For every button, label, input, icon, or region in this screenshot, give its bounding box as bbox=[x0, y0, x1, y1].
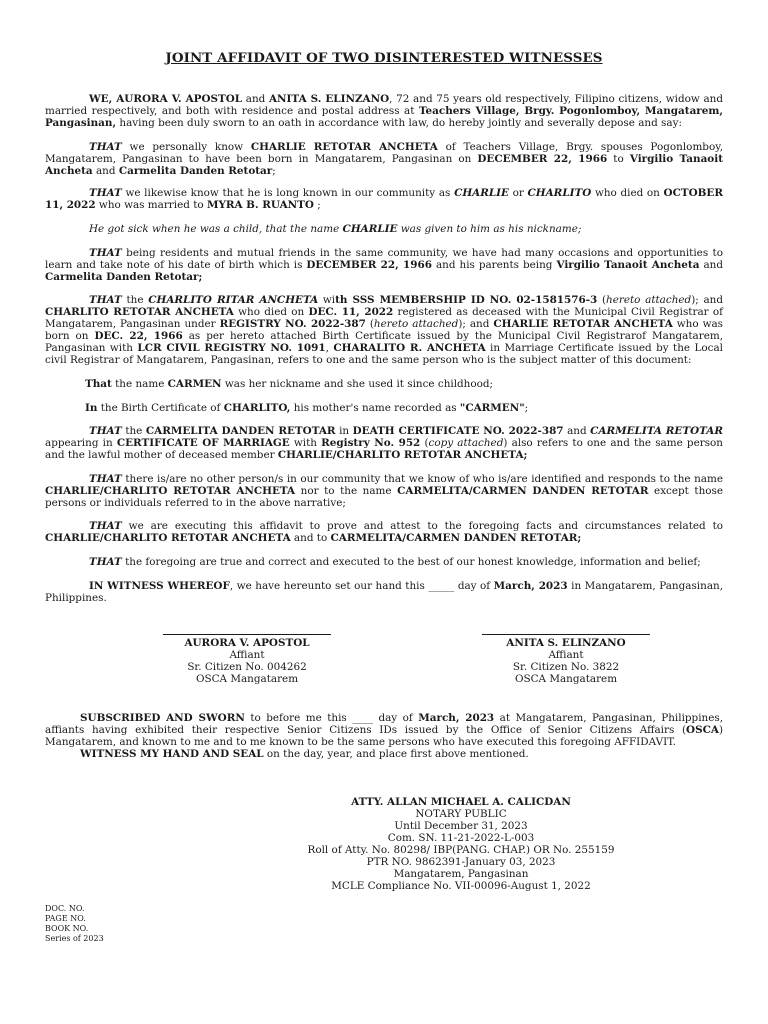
notary-line: Roll of Atty. No. 80298/ IBP(PANG. CHAP.) OR No. 255159 bbox=[307, 844, 615, 856]
notary-line: NOTARY PUBLIC bbox=[415, 808, 507, 820]
paragraph-10: THAT we are executing this affidavit to prove and attest to the foregoing facts and circumstances related to CHARLIE/CHARLITO RETOTAR ANCHETA and to CARMELITA/CARMEN DANDEN RETOTAR; bbox=[45, 520, 723, 544]
intro-paragraph: WE, AURORA V. APOSTOL and ANITA S. ELINZANO, 72 and 75 years old respectively, Filipino citizens, widow and married respectively, and both with residence and postal address at Teachers Village, Brgy. Pogonlomboy, Mangatarem, Pangasinan, having been duly sworn to an oath in accordance with law, do hereby jointly and severally depose and say: bbox=[45, 93, 723, 129]
paragraph-4: THAT being residents and mutual friends in the same community, we have had many occasions and opportunities to learn and take note of his date of birth which is DECEMBER 22, 1966 and his parents being Virgilio Tanaoit Ancheta and Carmelita Danden Retotar; bbox=[45, 247, 723, 283]
affiant-name: ANITA S. ELINZANO bbox=[506, 637, 626, 649]
affiant-role: Affiant bbox=[229, 649, 265, 661]
paragraph-8: THAT the CARMELITA DANDEN RETOTAR in DEATH CERTIFICATE NO. 2022-387 and CARMELITA RETOTAR appearing in CERTIFICATE OF MARRIAGE with Registry No. 952 (copy attached) also refers to one and the same person and the lawful mother of deceased member CHARLIE/CHARLITO RETOTAR ANCHETA; bbox=[45, 425, 723, 461]
document-register-info bbox=[45, 904, 104, 944]
paragraph-11: THAT the foregoing are true and correct and executed to the best of our honest knowledge, information and belief; bbox=[89, 556, 701, 568]
signature-line bbox=[482, 634, 650, 635]
paragraph-6: That the name CARMEN was her nickname and she used it since childhood; bbox=[85, 378, 494, 390]
affiant-role: Affiant bbox=[548, 649, 584, 661]
notary-name: ATTY. ALLAN MICHAEL A. CALICDAN bbox=[351, 796, 571, 808]
notary-line: Until December 31, 2023 bbox=[394, 820, 528, 832]
witness-whereof-paragraph: IN WITNESS WHEREOF, we have hereunto set our hand this _____ day of March, 2023 in Mangatarem, Pangasinan, Philippines. bbox=[45, 580, 724, 604]
notary-line: PTR NO. 9862391-January 03, 2023 bbox=[366, 856, 556, 868]
paragraph-2: THAT we likewise know that he is long known in our community as CHARLIE or CHARLITO who died on OCTOBER 11, 2022 who was married to MYRA B. RUANTO ; bbox=[45, 187, 723, 211]
paragraph-5: THAT the CHARLITO RITAR ANCHETA with SSS MEMBERSHIP ID NO. 02-1581576-3 (hereto attached); and CHARLITO RETOTAR ANCHETA who died on DEC. 11, 2022 registered as deceased with the Municipal Civil Registrar of Mangatarem, Pangasinan under REGISTRY NO. 2022-387 (hereto attached); and CHARLIE RETOTAR ANCHETA who was born on DEC. 22, 1966 as per hereto attached Birth Certificate issued by the Municipal Civil Registrarof Mangatarem, Pangasinan with LCR CIVIL REGISTRY NO. 1091, CHARALITO R. ANCHETA in Marriage Certificate issued by the Local civil Registrar of Mangatarem, Pangasinan, refers to one and the same person who is the subject matter of this document: bbox=[45, 294, 724, 366]
notary-line: Mangatarem, Pangasinan bbox=[393, 868, 529, 880]
paragraph-9: THAT there is/are no other person/s in our community that we know of who is/are identified and responds to the name CHARLIE/CHARLITO RETOTAR ANCHETA nor to the name CARMELITA/CARMEN DANDEN RETOTAR except those persons or individuals referred to in the above narrative; bbox=[45, 473, 724, 509]
notary-line: MCLE Compliance No. VII-00096-August 1, 2022 bbox=[331, 880, 591, 892]
jurat-paragraph: SUBSCRIBED AND SWORN to before me this ____ day of March, 2023 at Mangatarem, Pangasinan, Philippines, affiants having exhibited their respective Senior Citizens IDs issued by the Office of Senior Citizens Affairs (OSCA) Mangatarem, and known to me and to me known to be the same persons who have executed this foregoing AFFIDAVIT. WITNESS MY HAND AND SEAL on the day, year, and place first above mentioned. bbox=[45, 712, 723, 760]
notary-line: Com. SN. 11-21-2022-L-003 bbox=[387, 832, 535, 844]
affiant-citizen-no: Sr. Citizen No. 004262 bbox=[187, 661, 307, 673]
notary-block bbox=[300, 796, 622, 892]
doc-no-label: DOC. NO. bbox=[45, 904, 85, 913]
document-title: JOINT AFFIDAVIT OF TWO DISINTERESTED WITNESSES bbox=[165, 50, 603, 66]
book-no-label: BOOK NO. bbox=[45, 924, 89, 933]
series-label: Series of 2023 bbox=[45, 934, 104, 943]
affiant-office: OSCA Mangatarem bbox=[514, 673, 618, 685]
affiant-name: AURORA V. APOSTOL bbox=[184, 637, 310, 649]
affiant-citizen-no: Sr. Citizen No. 3822 bbox=[512, 661, 620, 673]
affiant-office: OSCA Mangatarem bbox=[195, 673, 299, 685]
affiant-signature-block-2 bbox=[476, 634, 656, 685]
paragraph-3: He got sick when he was a child, that the name CHARLIE was given to him as his nickname; bbox=[89, 223, 582, 235]
signature-line bbox=[163, 634, 331, 635]
paragraph-1: THAT we personally know CHARLIE RETOTAR ANCHETA of Teachers Village, Brgy. spouses Pogonlomboy, Mangatarem, Pangasinan to have been born in Mangatarem, Pangasinan on DECEMBER 22, 1966 to Virgilio Tanaoit Ancheta and Carmelita Danden Retotar; bbox=[45, 141, 723, 177]
affiant-signature-block-1 bbox=[157, 634, 337, 685]
paragraph-7: In the Birth Certificate of CHARLITO, his mother's name recorded as "CARMEN"; bbox=[85, 402, 529, 414]
page-no-label: PAGE NO. bbox=[45, 914, 86, 923]
